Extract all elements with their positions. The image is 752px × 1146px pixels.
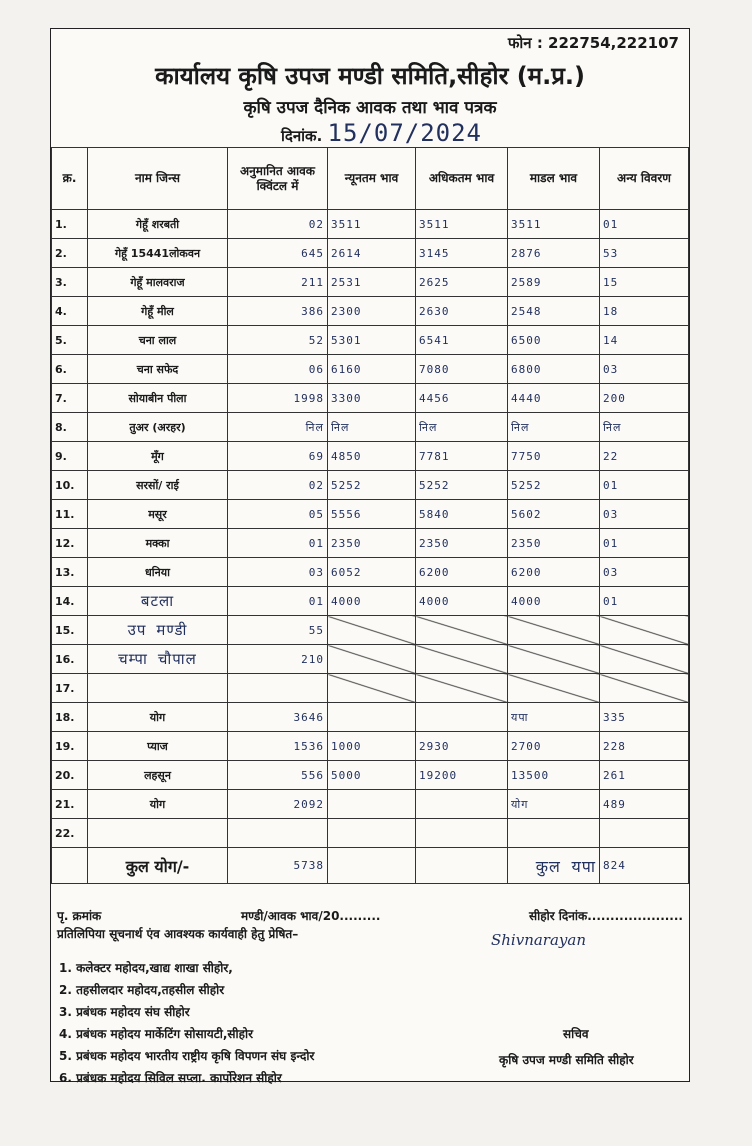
- cell-name: गेहूँ 15441लोकवन: [88, 239, 228, 268]
- cell-min: 2350: [328, 529, 416, 558]
- cell-model: 6200: [508, 558, 600, 587]
- col-header-commodity: नाम जिन्स: [88, 148, 228, 210]
- total-sn: [52, 848, 88, 884]
- cell-min: [328, 819, 416, 848]
- col-header-min-price: न्यूनतम भाव: [328, 148, 416, 210]
- table-row: [52, 268, 689, 297]
- cell-model: 2350: [508, 529, 600, 558]
- cell-name: मूँग: [88, 442, 228, 471]
- table-header-row: [52, 148, 689, 210]
- cell-arrival: [228, 674, 328, 703]
- cell-sn: 9.: [52, 442, 88, 471]
- table-row: [52, 529, 689, 558]
- cell-model: 2548: [508, 297, 600, 326]
- date-value: 15/07/2024: [327, 119, 483, 147]
- cell-other: 18: [600, 297, 689, 326]
- cell-min: [328, 674, 416, 703]
- cell-min: 4000: [328, 587, 416, 616]
- cell-model: यपा: [508, 703, 600, 732]
- cell-arrival: 05: [228, 500, 328, 529]
- cell-sn: 16.: [52, 645, 88, 674]
- cell-arrival: 211: [228, 268, 328, 297]
- cell-sn: 2.: [52, 239, 88, 268]
- cell-name: बटला: [88, 587, 228, 616]
- cell-sn: 14.: [52, 587, 88, 616]
- committee-name: कृषि उपज मण्डी समिति सीहोर: [499, 1053, 634, 1067]
- cell-model: 5602: [508, 500, 600, 529]
- cell-other: निल: [600, 413, 689, 442]
- cell-arrival: 55: [228, 616, 328, 645]
- cell-name: चना सफेद: [88, 355, 228, 384]
- cell-sn: 6.: [52, 355, 88, 384]
- cell-model: 2589: [508, 268, 600, 297]
- cell-min: [328, 790, 416, 819]
- total-label: कुल योग/-: [88, 848, 228, 884]
- cell-model: [508, 645, 600, 674]
- cell-model: 3511: [508, 210, 600, 239]
- cell-model: 2876: [508, 239, 600, 268]
- cell-arrival: 3646: [228, 703, 328, 732]
- cell-min: 2614: [328, 239, 416, 268]
- cell-max: 5252: [416, 471, 508, 500]
- recipient-1: 1. कलेक्टर महोदय,खाद्य शाखा सीहोर,: [59, 961, 233, 975]
- phone-numbers: फोन : 222754,222107: [507, 34, 679, 52]
- cell-model: 2700: [508, 732, 600, 761]
- table-row: [52, 819, 689, 848]
- cell-arrival: 02: [228, 210, 328, 239]
- cell-arrival: [228, 819, 328, 848]
- cell-sn: 19.: [52, 732, 88, 761]
- cell-name: सोयाबीन पीला: [88, 384, 228, 413]
- table-row: [52, 616, 689, 645]
- cell-arrival: 645: [228, 239, 328, 268]
- cell-min: 1000: [328, 732, 416, 761]
- grand-total-row: [52, 848, 689, 884]
- cell-other: 03: [600, 558, 689, 587]
- ref-number: पृ. क्रमांक: [57, 909, 102, 923]
- table-row: [52, 732, 689, 761]
- cell-model: 4000: [508, 587, 600, 616]
- cell-other: 14: [600, 326, 689, 355]
- cell-arrival: 1536: [228, 732, 328, 761]
- cell-max: [416, 645, 508, 674]
- cell-arrival: 386: [228, 297, 328, 326]
- cell-sn: 22.: [52, 819, 88, 848]
- cell-other: [600, 819, 689, 848]
- cell-arrival: 02: [228, 471, 328, 500]
- cell-arrival: 01: [228, 587, 328, 616]
- cell-sn: 18.: [52, 703, 88, 732]
- cell-model: 13500: [508, 761, 600, 790]
- cell-sn: 12.: [52, 529, 88, 558]
- table-row: [52, 761, 689, 790]
- cell-model: 6500: [508, 326, 600, 355]
- cell-name: गेहूँ शरबती: [88, 210, 228, 239]
- cell-name: योग: [88, 790, 228, 819]
- cell-name: सरसों/ राई: [88, 471, 228, 500]
- table-row: [52, 674, 689, 703]
- cell-max: 6200: [416, 558, 508, 587]
- cell-name: तुअर (अरहर): [88, 413, 228, 442]
- cell-sn: 11.: [52, 500, 88, 529]
- recipient-3: 3. प्रबंधक महोदय संघ सीहोर: [59, 1005, 190, 1019]
- total-other: 824: [600, 848, 689, 884]
- total-min: [328, 848, 416, 884]
- table-row: [52, 500, 689, 529]
- cell-max: [416, 616, 508, 645]
- cell-max: 2625: [416, 268, 508, 297]
- cell-arrival: 210: [228, 645, 328, 674]
- cell-name: चम्पा चौपाल: [88, 645, 228, 674]
- recipient-2: 2. तहसीलदार महोदय,तहसील सीहोर: [59, 983, 225, 997]
- total-model: कुल यपा: [508, 848, 600, 884]
- cell-sn: 1.: [52, 210, 88, 239]
- cell-min: 5301: [328, 326, 416, 355]
- cell-model: योग: [508, 790, 600, 819]
- cell-name: लहसून: [88, 761, 228, 790]
- sheet-subtitle: कृषि उपज दैनिक आवक तथा भाव पत्रक: [243, 98, 497, 118]
- cell-model: 7750: [508, 442, 600, 471]
- cell-min: [328, 703, 416, 732]
- cell-model: [508, 819, 600, 848]
- cell-other: [600, 674, 689, 703]
- col-header-max-price: अधिकतम भाव: [416, 148, 508, 210]
- col-header-model-price: माडल भाव: [508, 148, 600, 210]
- cell-other: 228: [600, 732, 689, 761]
- cell-max: निल: [416, 413, 508, 442]
- table-row: [52, 790, 689, 819]
- cell-arrival: 03: [228, 558, 328, 587]
- total-arrival: 5738: [228, 848, 328, 884]
- date-line: दिनांक. 15/07/2024: [281, 119, 483, 147]
- cell-model: 4440: [508, 384, 600, 413]
- cell-other: 200: [600, 384, 689, 413]
- cell-max: 5840: [416, 500, 508, 529]
- table-row: [52, 645, 689, 674]
- cell-other: 03: [600, 500, 689, 529]
- cell-min: [328, 616, 416, 645]
- cell-arrival: 52: [228, 326, 328, 355]
- cell-max: 2350: [416, 529, 508, 558]
- cell-name: [88, 819, 228, 848]
- cell-max: [416, 674, 508, 703]
- cell-name: [88, 674, 228, 703]
- cell-name: प्याज: [88, 732, 228, 761]
- secretary-label: सचिव: [563, 1027, 589, 1041]
- cell-min: 3300: [328, 384, 416, 413]
- cell-arrival: 2092: [228, 790, 328, 819]
- cell-other: 01: [600, 471, 689, 500]
- cell-name: चना लाल: [88, 326, 228, 355]
- table-row: [52, 413, 689, 442]
- recipient-6: 6. प्रबंधक महोदय सिविल सप्ला. कार्पोरेशन सीहोर: [59, 1071, 282, 1085]
- cell-other: 22: [600, 442, 689, 471]
- col-header-other: अन्य विवरण: [600, 148, 689, 210]
- cell-arrival: 06: [228, 355, 328, 384]
- cell-max: 4456: [416, 384, 508, 413]
- arrival-price-table: [51, 147, 689, 884]
- cell-name: योग: [88, 703, 228, 732]
- cell-min: 4850: [328, 442, 416, 471]
- table-row: [52, 471, 689, 500]
- table-row: [52, 558, 689, 587]
- copy-note: प्रतिलिपिया सूचनार्थ एंव आवश्यक कार्यवाही हेतु प्रेषित–: [57, 927, 299, 941]
- cell-model: 5252: [508, 471, 600, 500]
- table-row: [52, 703, 689, 732]
- cell-max: [416, 819, 508, 848]
- cell-sn: 5.: [52, 326, 88, 355]
- cell-max: 7080: [416, 355, 508, 384]
- cell-other: 01: [600, 529, 689, 558]
- cell-sn: 20.: [52, 761, 88, 790]
- cell-max: [416, 790, 508, 819]
- cell-min: 5556: [328, 500, 416, 529]
- cell-min: 6052: [328, 558, 416, 587]
- cell-sn: 13.: [52, 558, 88, 587]
- mandi-ref: मण्डी/आवक भाव/20.........: [241, 909, 381, 923]
- table-row: [52, 239, 689, 268]
- table-row: [52, 442, 689, 471]
- cell-max: 2630: [416, 297, 508, 326]
- cell-arrival: 69: [228, 442, 328, 471]
- cell-max: 6541: [416, 326, 508, 355]
- cell-other: 15: [600, 268, 689, 297]
- table-row: [52, 384, 689, 413]
- cell-other: 03: [600, 355, 689, 384]
- cell-sn: 15.: [52, 616, 88, 645]
- cell-other: 01: [600, 210, 689, 239]
- cell-sn: 4.: [52, 297, 88, 326]
- cell-sn: 7.: [52, 384, 88, 413]
- cell-max: 7781: [416, 442, 508, 471]
- cell-other: 01: [600, 587, 689, 616]
- table-row: [52, 210, 689, 239]
- cell-name: गेहूँ मील: [88, 297, 228, 326]
- cell-sn: 17.: [52, 674, 88, 703]
- sehore-date: सीहोर दिनांक.....................: [529, 909, 683, 923]
- cell-other: [600, 645, 689, 674]
- col-header-arrival: अनुमानित आवक क्विंटल में: [228, 148, 328, 210]
- cell-model: [508, 674, 600, 703]
- cell-model: 6800: [508, 355, 600, 384]
- cell-arrival: निल: [228, 413, 328, 442]
- cell-max: 3511: [416, 210, 508, 239]
- office-title: कार्यालय कृषि उपज मण्डी समिति,सीहोर (म.प्र.): [155, 62, 585, 90]
- cell-min: निल: [328, 413, 416, 442]
- cell-min: [328, 645, 416, 674]
- price-sheet: [50, 28, 690, 1085]
- cell-other: [600, 616, 689, 645]
- cell-arrival: 01: [228, 529, 328, 558]
- recipient-5: 5. प्रबंधक महोदय भारतीय राष्ट्रीय कृषि विपणन संघ इन्दोर: [59, 1049, 315, 1063]
- cell-arrival: 556: [228, 761, 328, 790]
- cell-min: 5252: [328, 471, 416, 500]
- cell-other: 335: [600, 703, 689, 732]
- cell-sn: 10.: [52, 471, 88, 500]
- cell-sn: 3.: [52, 268, 88, 297]
- cell-other: 489: [600, 790, 689, 819]
- cell-name: मसूर: [88, 500, 228, 529]
- cell-arrival: 1998: [228, 384, 328, 413]
- signature: Shivnarayan: [491, 931, 587, 949]
- total-max: [416, 848, 508, 884]
- cell-other: 261: [600, 761, 689, 790]
- cell-min: 6160: [328, 355, 416, 384]
- cell-max: 4000: [416, 587, 508, 616]
- col-header-sn: क्र.: [52, 148, 88, 210]
- cell-other: 53: [600, 239, 689, 268]
- cell-min: 2300: [328, 297, 416, 326]
- table-row: [52, 326, 689, 355]
- table-row: [52, 587, 689, 616]
- date-label: दिनांक: [281, 127, 317, 145]
- cell-name: धनिया: [88, 558, 228, 587]
- recipient-4: 4. प्रबंधक महोदय मार्केटिंग सोसायटी,सीहोर: [59, 1027, 254, 1041]
- table-row: [52, 355, 689, 384]
- cell-max: 2930: [416, 732, 508, 761]
- cell-sn: 21.: [52, 790, 88, 819]
- cell-max: 19200: [416, 761, 508, 790]
- cell-model: [508, 616, 600, 645]
- cell-max: 3145: [416, 239, 508, 268]
- cell-name: मक्का: [88, 529, 228, 558]
- cell-max: [416, 703, 508, 732]
- cell-sn: 8.: [52, 413, 88, 442]
- cell-name: उप मण्डी: [88, 616, 228, 645]
- cell-min: 2531: [328, 268, 416, 297]
- table-row: [52, 297, 689, 326]
- cell-min: 5000: [328, 761, 416, 790]
- cell-min: 3511: [328, 210, 416, 239]
- cell-model: निल: [508, 413, 600, 442]
- cell-name: गेहूँ मालवराज: [88, 268, 228, 297]
